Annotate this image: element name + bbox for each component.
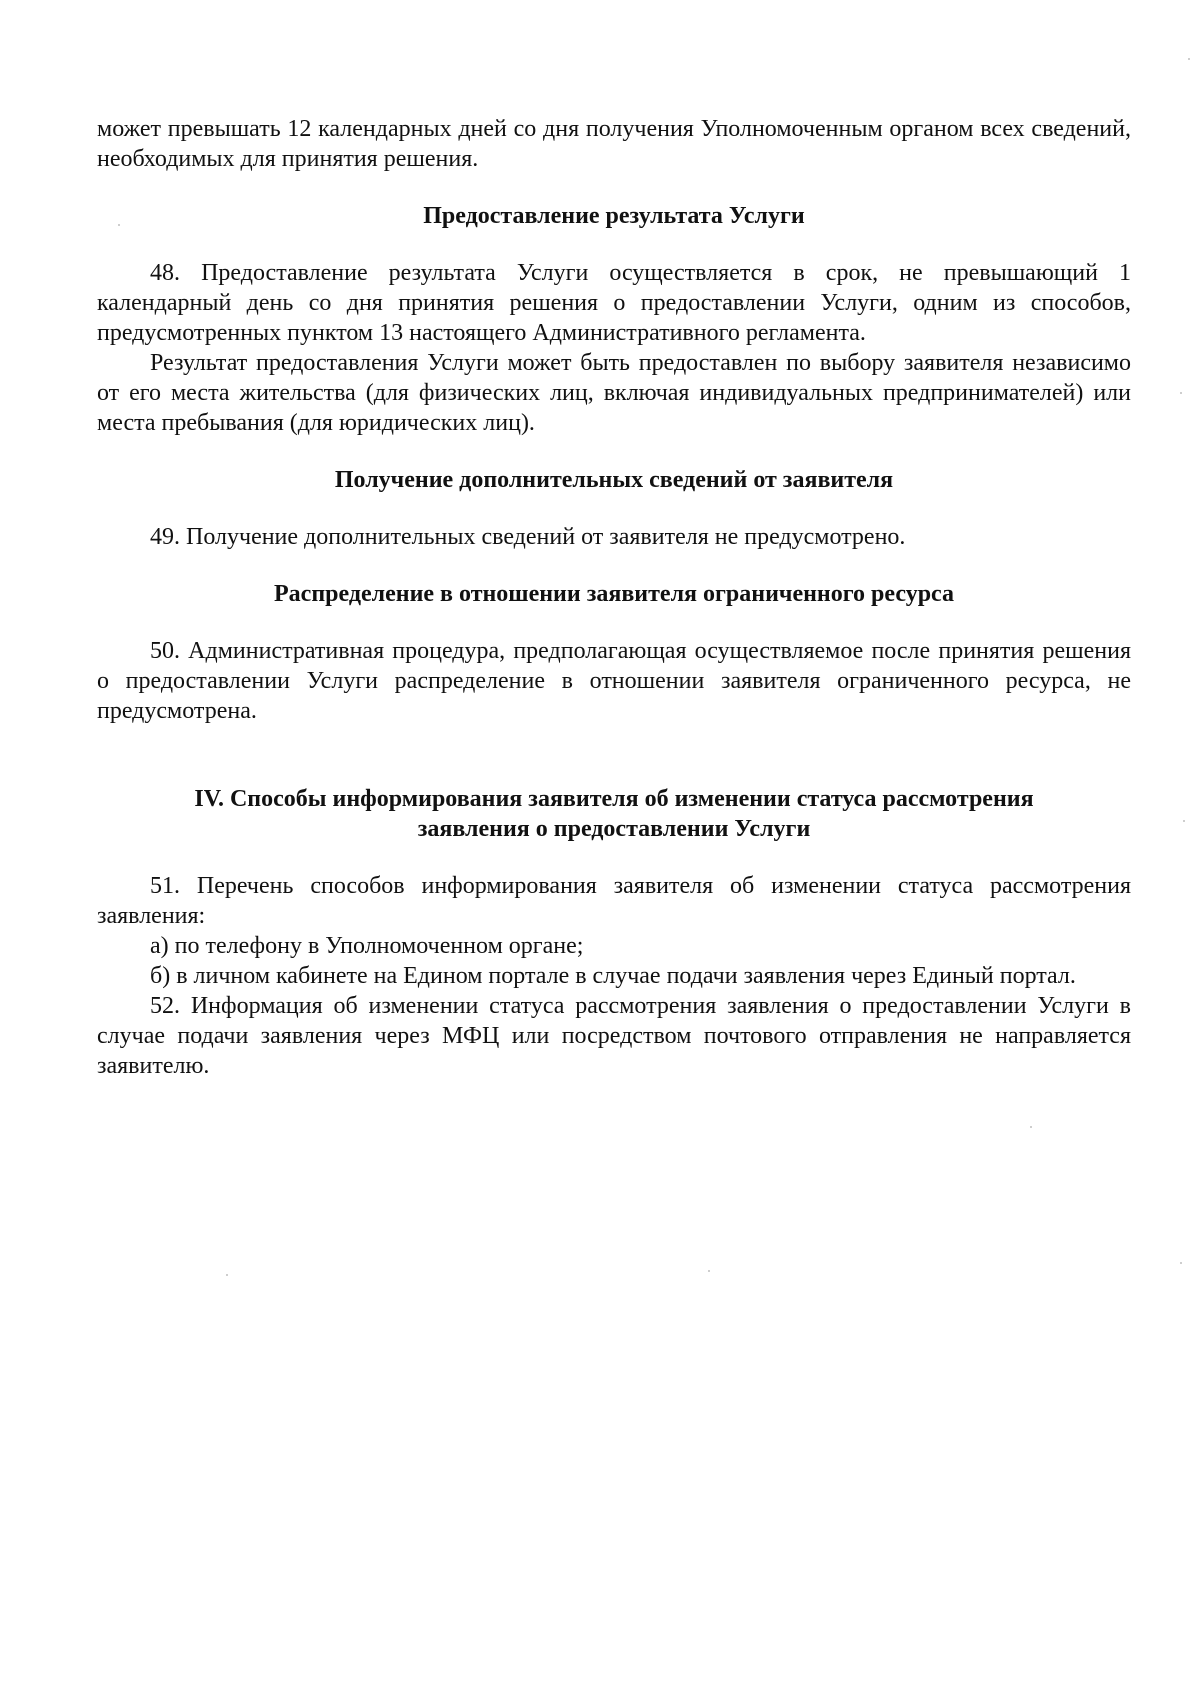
paragraph-51-item-a: а) по телефону в Уполномоченном органе;	[150, 933, 584, 959]
paragraph-51-item-b: б) в личном кабинете на Едином портале в случае подачи заявления через Единый портал.	[150, 963, 1076, 989]
scan-speck	[1180, 392, 1182, 394]
paragraph-50: 50. Административная процедура, предполагающая осуществляемое после принятия решения о предоставлении Услуги распределение в отношении заявителя ограниченного ресурса, не предусмотрена.	[97, 638, 1131, 724]
document-body	[97, 114, 1131, 1081]
paragraph-48-result-choice: Результат предоставления Услуги может быть предоставлен по выбору заявителя независимо от его места жительства (для физических лиц, включая индивидуальных предпринимателей) или места пребывания (для юридических лиц).	[97, 350, 1131, 436]
scan-speck	[1183, 820, 1185, 822]
paragraph-continuation: может превышать 12 календарных дней со дня получения Уполномоченным органом всех сведений, необходимых для принятия решения.	[97, 116, 1131, 172]
scan-speck	[1188, 58, 1190, 60]
heading-limited-resource: Распределение в отношении заявителя ограниченного ресурса	[274, 581, 954, 607]
scan-speck	[708, 1270, 710, 1272]
scan-speck	[226, 1274, 228, 1276]
section-4-title-line-2: заявления о предоставлении Услуги	[417, 816, 811, 842]
paragraph-51: 51. Перечень способов информирования заявителя об изменении статуса рассмотрения заявления:	[97, 873, 1131, 929]
paragraph-52: 52. Информация об изменении статуса рассмотрения заявления о предоставлении Услуги в случае подачи заявления через МФЦ или посредством почтового отправления не направляется заявителю.	[97, 993, 1131, 1079]
paragraph-48: 48. Предоставление результата Услуги осуществляется в срок, не превышающий 1 календарный день со дня принятия решения о предоставлении Услуги, одним из способов, предусмотренных пунктом 13 настоящего Административного регламента.	[97, 260, 1131, 346]
heading-result-provision: Предоставление результата Услуги	[423, 203, 805, 229]
heading-additional-info: Получение дополнительных сведений от заявителя	[334, 467, 894, 493]
section-4-title-line-1: IV. Способы информирования заявителя об изменении статуса рассмотрения	[194, 786, 1034, 812]
scan-speck	[118, 224, 120, 226]
paragraph-49: 49. Получение дополнительных сведений от заявителя не предусмотрено.	[150, 524, 906, 550]
scan-speck	[1030, 1126, 1032, 1128]
scan-speck	[1180, 1262, 1182, 1264]
